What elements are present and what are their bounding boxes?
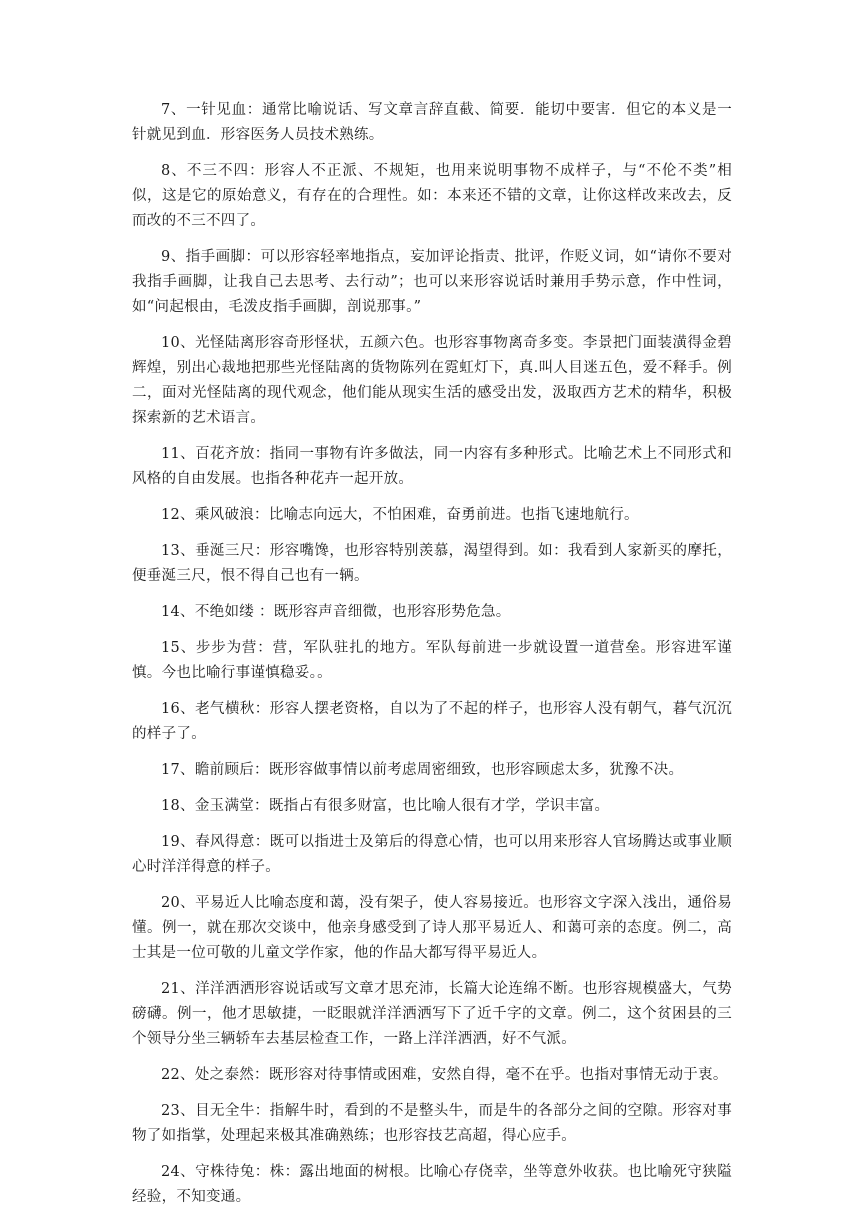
idiom-paragraph-14: 14、不绝如缕 ：既形容声音细微，也形容形势危急。 [161,604,511,620]
idiom-paragraph-20: 20、平易近人比喻态度和蔼，没有架子，使人容易接近。也形容文字深入浅出，通俗易懂。例一，就在那次交谈中，他亲身感受到了诗人那平易近人、和蔼可亲的态度。例二，高士其是一位可敬的儿童文学作家，他的作品大都写得平易近人。 [132,895,732,961]
idiom-paragraph-24: 24、守株待兔：株：露出地面的树根。比喻心存侥幸，坐等意外收获。也比喻死守狭隘经验，不知变通。 [132,1164,732,1205]
idiom-paragraph-8: 8、不三不四：形容人不正派、不规矩，也用来说明事物不成样子，与“不伦不类”相似，这是它的原始意义，有存在的合理性。如：本来还不错的文章，让你这样改来改去，反而改的不三不四了。 [132,163,732,229]
idiom-paragraph-15: 15、步步为营：营，军队驻扎的地方。军队每前进一步就设置一道营垒。形容进军谨慎。今也比喻行事谨慎稳妥。。 [132,640,732,681]
idiom-paragraph-17: 17、瞻前顾后：既形容做事情以前考虑周密细致，也形容顾虑太多，犹豫不决。 [161,762,684,778]
document-body [132,98,732,1221]
idiom-paragraph-7: 7、一针见血：通常比喻说话、写文章言辞直截、简要．能切中要害．但它的本义是一针就见到血．形容医务人员技术熟练。 [132,102,732,143]
idiom-paragraph-18: 18、金玉满堂：既指占有很多财富，也比喻人很有才学，学识丰富。 [161,798,610,814]
idiom-paragraph-9: 9、指手画脚：可以形容轻率地指点，妄加评论指责、批评，作贬义词，如“请你不要对我指手画脚，让我自己去思考、去行动”；也可以来形容说话时兼用手势示意，作中性词，如“问起根由，毛泼皮指手画脚，剖说那事。” [132,249,732,315]
idiom-paragraph-22: 22、处之泰然：既形容对待事情或困难，安然自得，毫不在乎。也指对事情无动于衷。 [161,1067,728,1083]
idiom-paragraph-21: 21、洋洋洒洒形容说话或写文章才思充沛，长篇大论连绵不断。也形容规模盛大，气势磅礴。例一，他才思敏捷，一眨眼就洋洋洒洒写下了近千字的文章。例二，这个贫困县的三个领导分坐三辆轿车去基层检查工作，一路上洋洋洒洒，好不气派。 [132,981,732,1047]
idiom-paragraph-19: 19、春风得意：既可以指进士及第后的得意心情，也可以用来形容人官场腾达或事业顺心时洋洋得意的样子。 [132,834,732,875]
idiom-paragraph-16: 16、老气横秋：形容人摆老资格，自以为了不起的样子，也形容人没有朝气，暮气沉沉的样子了。 [132,701,732,742]
idiom-paragraph-11: 11、百花齐放：指同一事物有许多做法，同一内容有多种形式。比喻艺术上不同形式和风格的自由发展。也指各种花卉一起开放。 [132,446,732,487]
idiom-paragraph-23: 23、目无全牛：指解牛时，看到的不是整头牛，而是牛的各部分之间的空隙。形容对事物了如指掌，处理起来极其准确熟练；也形容技艺高超，得心应手。 [132,1103,732,1144]
idiom-paragraph-10: 10、光怪陆离形容奇形怪状，五颜六色。也形容事物离奇多变。李景把门面装潢得金碧辉煌，别出心裁地把那些光怪陆离的货物陈列在霓虹灯下，真.叫人目迷五色，爱不释手。例二，面对光怪陆离的现代观念，他们能从现实生活的感受出发，汲取西方艺术的精华，积极探索新的艺术语言。 [132,335,732,426]
idiom-paragraph-13: 13、垂涎三尺：形容嘴馋，也形容特别羡慕，渴望得到。如：我看到人家新买的摩托，便垂涎三尺，恨不得自己也有一辆。 [132,543,732,584]
idiom-paragraph-12: 12、乘风破浪：比喻志向远大，不怕困难，奋勇前进。也指飞速地航行。 [161,507,639,523]
